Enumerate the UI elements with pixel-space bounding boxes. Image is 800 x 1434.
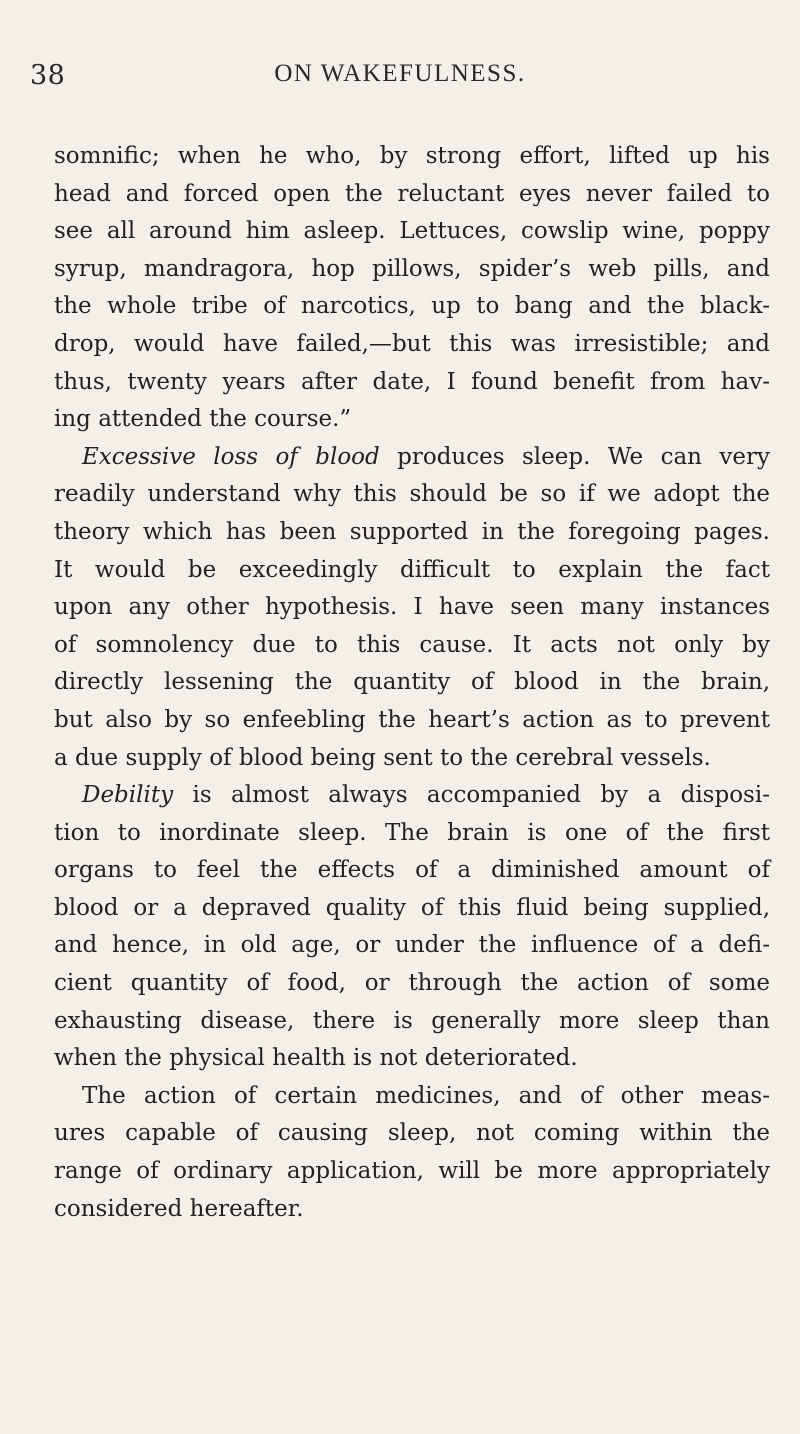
text-line: see all around him asleep. Lettuces, cowslip wine, poppy: [54, 218, 770, 245]
italic-lead: Excessive loss of blood: [82, 443, 380, 470]
text-line: ures capable of causing sleep, not coming within the: [54, 1120, 770, 1147]
text-line: ing attended the course.”: [54, 406, 352, 433]
text-line: thus, twenty years after date, I found benefit from hav-: [54, 368, 770, 395]
text-line: and hence, in old age, or under the influence of a defi-: [54, 932, 770, 959]
text-line: but also by so enfeebling the heart’s action as to prevent: [54, 706, 770, 733]
text-line: directly lessening the quantity of blood in the brain,: [54, 669, 770, 696]
text-line: considered hereafter.: [54, 1195, 304, 1222]
running-head: ON WAKEFULNESS.: [274, 60, 526, 87]
text-line: readily understand why this should be so if we adopt the: [54, 481, 770, 508]
text-line: the whole tribe of narcotics, up to bang and the black-: [54, 293, 770, 320]
line-rest: is almost always accompanied by a disposi-: [173, 782, 770, 809]
text-line: [54, 439, 770, 477]
text-line: tion to inordinate sleep. The brain is one of the first: [54, 819, 770, 846]
paragraph-4: [54, 1078, 770, 1228]
text-line: drop, would have failed,—but this was irresistible; and: [54, 330, 770, 357]
page-number: 38: [30, 60, 66, 91]
text-line: It would be exceedingly difficult to explain the fact: [54, 556, 770, 583]
text-line: organs to feel the effects of a diminished amount of: [54, 857, 770, 884]
text-line: syrup, mandragora, hop pillows, spider’s web pills, and: [54, 255, 770, 282]
text-line: cient quantity of food, or through the action of some: [54, 970, 770, 997]
body-text: [54, 138, 770, 1228]
text-line: range of ordinary application, will be more appropriately: [54, 1158, 770, 1185]
italic-lead: Debility: [82, 782, 174, 809]
text-line: The action of certain medicines, and of other meas-: [82, 1082, 770, 1109]
text-line: somnific; when he who, by strong effort, lifted up his: [54, 143, 770, 169]
paragraph-3: [54, 777, 770, 1078]
line-rest: produces sleep. We can very: [379, 443, 770, 470]
text-line: upon any other hypothesis. I have seen many instances: [54, 594, 770, 621]
text-line: exhausting disease, there is generally more sleep than: [54, 1007, 770, 1034]
text-line: blood or a depraved quality of this fluid being supplied,: [54, 894, 770, 921]
text-line: a due supply of blood being sent to the cerebral vessels.: [54, 744, 711, 771]
text-line: [54, 777, 770, 815]
text-line: theory which has been supported in the foregoing pages.: [54, 518, 770, 545]
paragraph-2: [54, 439, 770, 777]
paragraph-1: [54, 138, 770, 439]
page-header: [0, 60, 800, 100]
text-line: of somnolency due to this cause. It acts not only by: [54, 631, 770, 658]
text-line: head and forced open the reluctant eyes never failed to: [54, 180, 770, 207]
text-line: when the physical health is not deteriorated.: [54, 1045, 578, 1072]
